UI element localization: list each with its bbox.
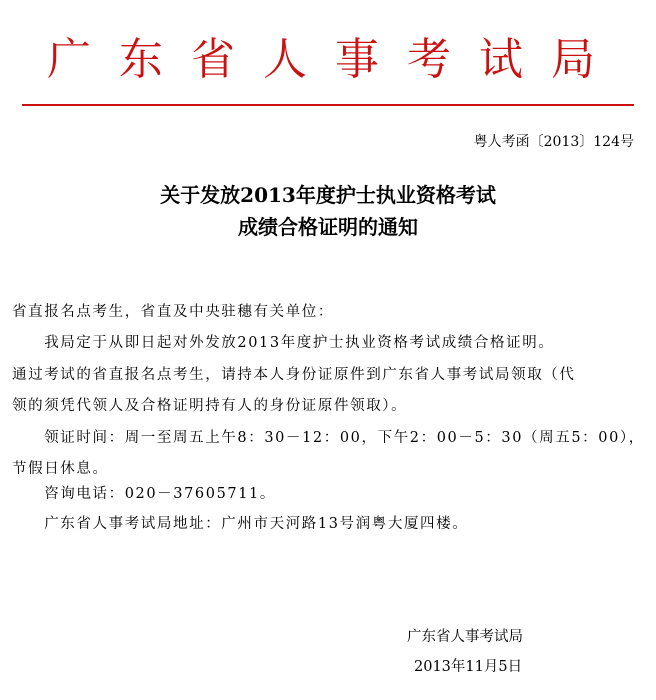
signature-org: 广东省人事考试局 <box>407 629 523 645</box>
consultation-phone: 咨询电话：020－37605711。 <box>12 486 276 502</box>
document-number: 粤人考函〔2013〕124号 <box>473 134 634 150</box>
notice-title-line-1: 关于发放2013年度护士执业资格考试 <box>160 183 496 207</box>
body-paragraph-2-line-2: 节假日休息。 <box>12 461 109 477</box>
salutation: 省直报名点考生，省直及中央驻穗有关单位： <box>12 304 334 320</box>
letterhead-org-name: 广东省人事考试局 <box>47 34 623 85</box>
body-paragraph-2-line-1: 领证时间：周一至周五上午8：30－12：00，下午2：00－5：30（周五5：00）， <box>12 430 645 446</box>
body-paragraph-1-line-2: 通过考试的省直报名点考生，请持本人身份证原件到广东省人事考试局领取（代 <box>12 367 576 383</box>
notice-title-line-2: 成绩合格证明的通知 <box>238 215 418 239</box>
body-paragraph-1-line-3: 领的须凭代领人及合格证明持有人的身份证原件领取）。 <box>12 398 408 414</box>
body-paragraph-1-line-1: 我局定于从即日起对外发放2013年度护士执业资格考试成绩合格证明。 <box>12 335 555 351</box>
signature-date: 2013年11月5日 <box>414 659 523 675</box>
office-address: 广东省人事考试局地址：广州市天河路13号润粤大厦四楼。 <box>12 516 469 532</box>
letterhead-divider <box>22 104 634 106</box>
